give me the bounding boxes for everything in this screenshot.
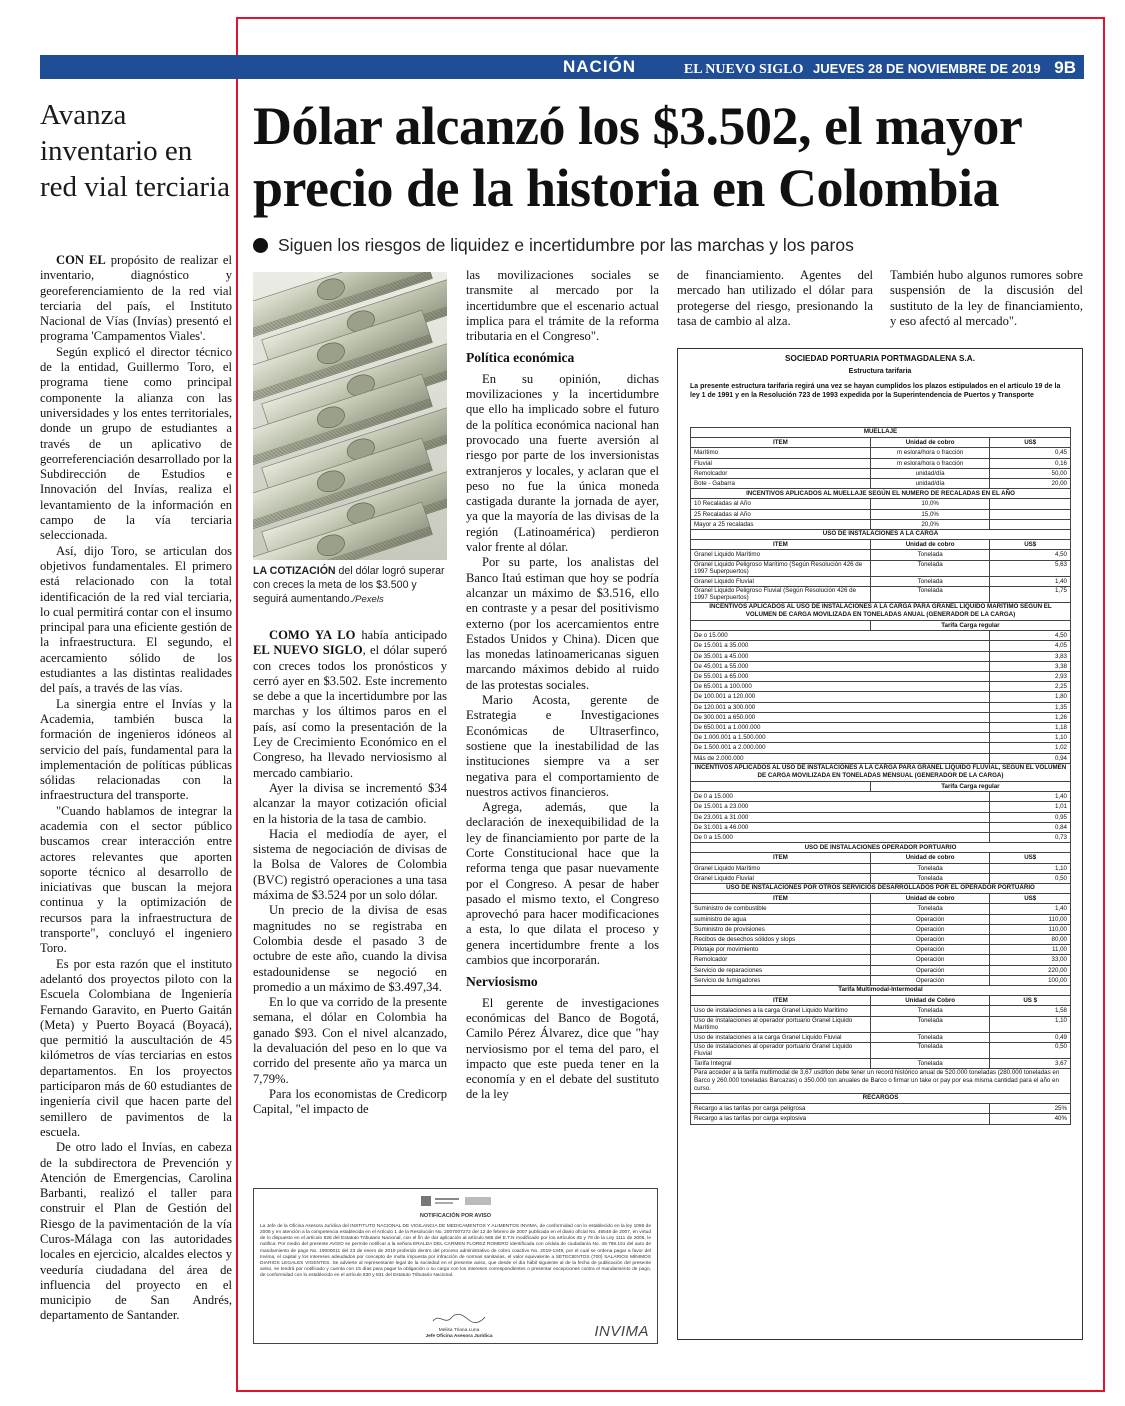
tariff-note: Para acceder a la tarifa multimodal de 3,67 usd/ton debe tener un record histórico anual de 520.000 toneladas (280.000 toneladas en Barco y 260.000 toneladas Barcazas) o 350.000 ton anuales de Barco o firmar un take or pay por esa misma cantidad para el año en curso. (691, 1069, 1071, 1094)
tariff-section-row (691, 986, 1071, 996)
item-label: Suministro de combustible (691, 904, 871, 914)
paragraph-lead: CON EL (56, 253, 106, 267)
tariff-row (691, 873, 1071, 883)
caption-text: del dólar logró superar con creces la meta de los $3.500 y seguirá aumentando. (253, 565, 445, 605)
rate-value: 4,05 (990, 641, 1071, 651)
notice-header (254, 1195, 657, 1219)
tariff-section-row (691, 489, 1071, 499)
main-paragraph (253, 781, 447, 827)
paragraph-text: Para los economistas de Credicorp Capital, "el impacto de (253, 1086, 447, 1117)
tariff-row (691, 448, 1071, 458)
unit-label: Tonelada (870, 1016, 990, 1032)
price-value: 50,00 (990, 468, 1071, 478)
range-label: De 120.001 a 300.000 (691, 702, 990, 712)
section-label: USO DE INSTALACIONES POR OTROS SERVICIOS DESARROLLADOS POR EL OPERADOR PORTUARIO (691, 884, 1071, 894)
item-label: Servicio de fumigadores (691, 975, 871, 985)
main-paragraph (253, 1087, 447, 1118)
tariff-row (691, 955, 1071, 965)
section-label: INCENTIVOS APLICADOS AL USO DE INSTALACIONES A LA CARGA PARA GRANEL LÍQUIDO FLUVIAL, SEGÚN EL VOLUMEN DE CARGA MOVILIZADA EN TONELADAS MENSUAL (GENERADOR DE LA CARGA) (691, 763, 1071, 781)
range-label: Recargo a las tarifas por carga explosiva (691, 1114, 990, 1124)
tariff-row (691, 753, 1071, 763)
price-value: 4,50 (990, 550, 1071, 560)
subhead-text: Siguen los riesgos de liquidez e incertidumbre por las marchas y los paros (278, 235, 854, 255)
newspaper-name: EL NUEVO SIGLO (253, 643, 363, 658)
price-value: 0,50 (990, 873, 1071, 883)
tariff-row (691, 458, 1071, 468)
tariff-row (691, 672, 1071, 682)
tariff-row (691, 692, 1071, 702)
price-value: 1,40 (990, 576, 1071, 586)
tariff-row (691, 975, 1071, 985)
photo-credit: /Pexels (352, 594, 384, 605)
tariff-advertisement (677, 348, 1083, 1340)
section-label: Tarifa Multimodal-Intermodal (691, 986, 1071, 996)
main-paragraph: En su opinión, dichas movilizaciones y la incertidumbre que ello ha implicado sobre el futuro de la política económica nacional han provocado una fuerte aversión al riesgo por parte de los inversionistas extranjeros y locales, y aclaran que el peso no fue la única moneda castigada durante la jornada de ayer, ya que la mayoría de las divisas de la región (Latinoamérica) perdieron valor frente al dólar. (466, 371, 659, 555)
item-label: Remolcador (691, 468, 871, 478)
section-label: INCENTIVOS APLICADOS AL USO DE INSTALACIONES A LA CARGA PARA GRANEL LÍQUIDO MARÍTIMO SEGÚN EL VOLUMEN DE CARGA MOVILIZADA EN TONELADAS ANUAL (GENERADOR DE LA CARGA) (691, 602, 1071, 620)
paragraph-text: Hacia el mediodía de ayer, el sistema de negociación de divisas de la Bolsa de Valores de Colombia (BVC) registró operaciones a una tasa máxima de $3.524 por un solo dólar. (253, 826, 447, 903)
price-value: US $ (990, 996, 1071, 1006)
item-label: ITEM (691, 438, 871, 448)
paragraph-text: Un precio de la divisa de esas magnitudes no se registraba en Colombia desde el pasado 3 de octubre de este año, cuando la divisa estadounidense se negoció en promedio a un máximo de $3.497,34. (253, 903, 447, 994)
item-label: Servicio de reparaciones (691, 965, 871, 975)
rate-value: 1,10 (990, 733, 1071, 743)
price-value: 0,49 (990, 1032, 1071, 1042)
rate-value: 4,50 (990, 631, 1071, 641)
price-value: 0,45 (990, 448, 1071, 458)
sidebar-story-title: Avanza inventario en red vial terciaria (40, 99, 230, 203)
price-value (990, 509, 1071, 519)
tariff-subtitle: Estructura tarifaria (848, 368, 912, 375)
range-label: De 300.001 a 650.000 (691, 712, 990, 722)
price-value: 110,00 (990, 924, 1071, 934)
tariff-row (691, 904, 1071, 914)
price-value (990, 499, 1071, 509)
price-value: 1,40 (990, 904, 1071, 914)
tariff-row (691, 499, 1071, 509)
item-label: ITEM (691, 894, 871, 904)
rate-value: 2,93 (990, 672, 1071, 682)
rate-value: 0,73 (990, 833, 1071, 843)
tariff-section-row (691, 1094, 1071, 1104)
unit-label: Tonelada (870, 576, 990, 586)
item-label: Granel Liquido Marítimo (691, 550, 871, 560)
tariff-row (691, 519, 1071, 529)
sidebar-paragraph (40, 804, 232, 957)
rate-value: 1,80 (990, 692, 1071, 702)
tariff-title: SOCIEDAD PORTUARIA PORTMAGDALENA S.A. (785, 354, 975, 363)
tariff-row (691, 438, 1071, 448)
header-right (684, 58, 1076, 78)
range-label: De 35.001 a 45.000 (691, 651, 990, 661)
item-label: Granel Liquido Marítimo (691, 863, 871, 873)
tariff-section-row (691, 530, 1071, 540)
unit-label: Unidad de cobro (870, 853, 990, 863)
tariff-row (691, 965, 1071, 975)
paragraph-text: La sinergia entre el Invías y la Academia, también busca la formación de ingenieros idóneos al servicio del país, fundamental para la implementación de políticas públicas sólidas relacionadas con la infraestructura del transporte. (40, 696, 232, 803)
price-value: 100,00 (990, 975, 1071, 985)
paragraph-text: De otro lado el Invías, en cabeza de la subdirectora de Prevención y Atención de Emergencias, Carolina Barbanti, realizó el taller para construir el Plan de Gestión del Riesgo de la pavimentación de la vía Curos-Málaga con las autoridades locales en ejercicio, alcaldes electos y veeduría ciudadana del área de influencia del proyecto en el municipio de San Andrés, departamento de Santander. (40, 1140, 232, 1323)
section-name: NACIÓN (563, 57, 637, 76)
item-label: suministro de agua (691, 914, 871, 924)
price-value: 1,10 (990, 863, 1071, 873)
item-label: 25 Recaladas al Año (691, 509, 871, 519)
col2-intro: las movilizaciones sociales se transmite al mercado por la incertidumbre que el escenario actual implica para el trámite de la reforma tributaria en el Congreso". (466, 268, 659, 344)
range-label: De 31.001 a 46.000 (691, 822, 990, 832)
tariff-row (691, 894, 1071, 904)
publication-name: EL NUEVO SIGLO (683, 62, 804, 77)
subheading-nerviosismo: Nerviosismo (466, 974, 538, 990)
tariff-row (691, 812, 1071, 822)
tariff-row (691, 1006, 1071, 1016)
item-label: Granel Liquido Fluvial (691, 873, 871, 883)
government-logo-icon (421, 1195, 491, 1207)
tariff-row (691, 822, 1071, 832)
tariff-subheader-row (691, 620, 1071, 630)
item-label: Remolcador (691, 955, 871, 965)
notice-signature-block (404, 1313, 514, 1340)
main-paragraph: Agrega, además, que la declaración de inexequibilidad de la ley de financiamiento por parte de la Corte Constitucional hace que la reforma tenga que pasar nuevamente por el Congreso. A pesar de haber pasado el mismo texto, el Congreso aprovechó para hacer modificaciones a esta, lo que dilata el proceso y genera incertidumbre frente a los cambios que incorporarán. (466, 800, 659, 968)
unit-label: Tonelada (870, 1058, 990, 1068)
rate-value: 0,95 (990, 812, 1071, 822)
tariff-row (691, 509, 1071, 519)
rate-value: 25% (990, 1104, 1071, 1114)
item-label: Granel Liquido Peligroso Fluvial (Según Resolución 426 de 1997 Superpuertos) (691, 586, 871, 602)
range-label: De 0 a 15.000 (691, 792, 990, 802)
unit-label: Tonelada (870, 560, 990, 576)
tariff-row (691, 468, 1071, 478)
tariff-row (691, 479, 1071, 489)
tariff-row (691, 914, 1071, 924)
unit-label: 10,0% (870, 499, 990, 509)
signer-role: Jefe Oficina Asesora Jurídica (425, 1334, 493, 1340)
tariff-row (691, 1069, 1071, 1094)
main-paragraph (253, 903, 447, 995)
unit-label: Operación (870, 924, 990, 934)
unit-label: Operación (870, 965, 990, 975)
rate-value: 40% (990, 1114, 1071, 1124)
range-label: Recargo a las tarifas por carga peligrosa (691, 1104, 990, 1114)
main-story-column-3 (677, 268, 873, 329)
range-label: De 15.001 a 35.000 (691, 641, 990, 651)
tariff-row (691, 833, 1071, 843)
tariff-row (691, 1058, 1071, 1068)
tariff-table (690, 427, 1071, 1125)
section-label: MUELLAJE (691, 428, 1071, 438)
tariff-intro: La presente estructura tarifaria regirá una vez se hayan cumplidos los plazos estipulados en el artículo 19 de la ley 1 de 1991 y en la Resolución 723 de 1993 expedida por la Superintendencia de Puertos y Transporte (690, 383, 1061, 399)
sidebar-paragraph (40, 544, 232, 697)
item-label: ITEM (691, 540, 871, 550)
unit-label: Tonelada (870, 586, 990, 602)
unit-label: Tonelada (870, 1042, 990, 1058)
tariff-row (691, 641, 1071, 651)
tariff-row (691, 1104, 1071, 1114)
item-label: Mayor a 25 recaladas (691, 519, 871, 529)
unit-label: Tonelada (870, 1032, 990, 1042)
item-label: Uso de instalaciones a la carga Granel Liquido Marítimo (691, 1006, 871, 1016)
unit-label: 20,0% (870, 519, 990, 529)
tariff-row (691, 560, 1071, 576)
bullet-icon (253, 238, 268, 253)
tariff-section-row (691, 884, 1071, 894)
unit-label: Operación (870, 975, 990, 985)
price-value: 1,75 (990, 586, 1071, 602)
unit-label: Operación (870, 945, 990, 955)
sidebar-story-body (40, 253, 232, 1324)
notice-heading: NOTIFICACIÓN POR AVISO (419, 1213, 492, 1220)
tariff-row (691, 863, 1071, 873)
unit-label: 15,0% (870, 509, 990, 519)
range-label: De 650.001 a 1.000.000 (691, 723, 990, 733)
section-label: INCENTIVOS APLICADOS AL MUELLAJE SEGÚN EL NUMERO DE RECALADAS EN EL AÑO (691, 489, 1071, 499)
col2-block2 (466, 996, 659, 1103)
range-label: De 1.500.001 a 2.000.000 (691, 743, 990, 753)
item-label: Uso de instalaciones a la carga Granel Liquido Fluvial (691, 1032, 871, 1042)
price-value: 110,00 (990, 914, 1071, 924)
col2-block1 (466, 372, 659, 969)
tariff-section-row (691, 428, 1071, 438)
tariff-row (691, 586, 1071, 602)
col3-text: de financiamiento. Agentes del mercado han utilizado el dólar para protegerse del riesgo, presionando la tasa de cambio al alza. (677, 268, 873, 328)
price-value: US$ (990, 438, 1071, 448)
tariff-row (691, 661, 1071, 671)
price-value: 11,00 (990, 945, 1071, 955)
main-subhead (253, 235, 1083, 256)
section-label: RECARGOS (691, 1094, 1071, 1104)
unit-label: Tonelada (870, 873, 990, 883)
item-label: Uso de instalaciones al operador portuario Granel Liquido Marítimo (691, 1016, 871, 1032)
unit-label: Unidad de cobro (870, 438, 990, 448)
paragraph-text: había anticipado (355, 628, 447, 642)
tariff-row (691, 712, 1071, 722)
rate-value: 0,84 (990, 822, 1071, 832)
item-label: Fluvial (691, 458, 871, 468)
range-label: De 1.000.001 a 1.500.000 (691, 733, 990, 743)
tariff-row (691, 743, 1071, 753)
main-story-column-4 (890, 268, 1083, 329)
rate-value: 1,35 (990, 702, 1071, 712)
price-value: 3,67 (990, 1058, 1071, 1068)
range-label: De 55.001 a 65.000 (691, 672, 990, 682)
tariff-section-row (691, 602, 1071, 620)
tariff-row (691, 540, 1071, 550)
dollar-bills-photo (253, 272, 447, 560)
rate-value: 1,26 (990, 712, 1071, 722)
unit-label: Unidad de cobro (870, 540, 990, 550)
tariff-row (691, 1042, 1071, 1058)
unit-label: unidad/día (870, 468, 990, 478)
section-label: USO DE INSTALACIONES OPERADOR PORTUARIO (691, 843, 1071, 853)
paragraph-text: Así, dijo Toro, se articulan dos objetivos fundamentales. El primero está relacionado con la total identificación de la red vial terciaria, lo cual permitirá contar con el insumo principal para una eficiente gestión de la infraestructura. El segundo, el acercamiento sólido de los estudiantes a las distintas realidades del país, a través de las vías. (40, 543, 232, 696)
sidebar-paragraph (40, 1140, 232, 1324)
item-label: Marítimo (691, 448, 871, 458)
tariff-row (691, 945, 1071, 955)
page-header-bar (40, 55, 1084, 79)
legal-notice-box (253, 1188, 658, 1344)
tariff-row (691, 1114, 1071, 1124)
money-stacks-icon (253, 272, 447, 560)
price-value: 1,58 (990, 1006, 1071, 1016)
unit-label: Unidad de Cobro (870, 996, 990, 1006)
rate-value: 2,25 (990, 682, 1071, 692)
tariff-row (691, 651, 1071, 661)
photo-caption (253, 564, 447, 607)
tariff-row (691, 576, 1071, 586)
tariff-row (691, 631, 1071, 641)
tariff-row (691, 682, 1071, 692)
price-value: 220,00 (990, 965, 1071, 975)
subheader-label: Tarifa Carga regular (870, 782, 1070, 792)
rate-value: 1,02 (990, 743, 1071, 753)
section-label: USO DE INSTALACIONES A LA CARGA (691, 530, 1071, 540)
price-value: US$ (990, 894, 1071, 904)
paragraph-tail: , el dólar superó con creces todos los pronósticos y cerró ayer en $3.502. Este incremento se debe a que la incertidumbre por las marchas y los últimos paros en el país, así como la presentación de la Ley de Crecimiento Económico en el Congreso, ha llevado nerviosismo al mercado cambiario. (253, 643, 448, 780)
unit-label: Operación (870, 955, 990, 965)
range-label: Más de 2.000.000 (691, 753, 990, 763)
main-paragraph (253, 827, 447, 903)
price-value: 0,16 (990, 458, 1071, 468)
item-label: 10 Recaladas al Año (691, 499, 871, 509)
signature-icon (429, 1313, 489, 1325)
tariff-row (691, 550, 1071, 560)
page-number: 9B (1054, 58, 1076, 77)
price-value: 5,63 (990, 560, 1071, 576)
tariff-row (691, 723, 1071, 733)
tariff-row (691, 702, 1071, 712)
main-story-column-1 (253, 628, 447, 1118)
signer-name: Melisa Triana Luna (438, 1328, 480, 1334)
price-value: 0,50 (990, 1042, 1071, 1058)
item-label: Uso de instalaciones al operador portuario Granel Liquido Fluvial (691, 1042, 871, 1058)
issue-date: JUEVES 28 DE NOVIEMBRE DE 2019 (813, 61, 1041, 76)
item-label: Granel Liquido Fluvial (691, 576, 871, 586)
blank-cell (691, 782, 871, 792)
item-label: Pilotaje por movimiento (691, 945, 871, 955)
item-label: Granel Liquido Peligroso Marítimo (Según Resolución 426 de 1997 Superpuertos) (691, 560, 871, 576)
paragraph-text: Según explicó el director técnico de la entidad, Guillermo Toro, el programa tiene como principal componente la alianza con las universidades y los entes territoriales, donde un grupo de estudiantes a través de un aplicativo de georreferenciación desarrollado por la Subdirección de Estudios e Innovación del Invías, realiza el levantamiento de la información en campo de la vía terciaria seleccionada. (40, 344, 232, 543)
paragraph-text: "Cuando hablamos de integrar la academia con el sector público buscamos crear interacción entre actores relevantes que aporten soporte técnico al desarrollo de iniciativas que buscan la mejora continua y la optimización de recursos para la infraestructura de transporte", concluyó el ingeniero Toro. (40, 803, 232, 956)
paragraph-text: Ayer la divisa se incrementó $34 alcanzar la mayor cotización oficial en la historia de la tasa de cambio. (253, 780, 447, 826)
sidebar-paragraph (40, 697, 232, 804)
tariff-row (691, 853, 1071, 863)
unit-label: m eslora/hora o fracción (870, 458, 990, 468)
invima-logo: INVIMA (594, 1322, 649, 1340)
range-label: De 0 a 15.000 (691, 833, 990, 843)
range-label: De 23.001 a 31.000 (691, 812, 990, 822)
tariff-row (691, 1016, 1071, 1032)
tariff-section-row (691, 763, 1071, 781)
sidebar-paragraph (40, 253, 232, 345)
unit-label: m eslora/hora o fracción (870, 448, 990, 458)
notice-body: La Jefe de la Oficina Asesora Jurídica del INSTITUTO NACIONAL DE VIGILANCIA DE MEDICAMENTOS Y ALIMENTOS INVIMA, de conformidad con lo establecido en la ley 1066 de 2006 y en atención a la competencia establecida en el Artículo 1 de la Resolución No. 2007007272 del 12 de febrero de 2007 publicada en el diario oficial No. 46548 de 2007, en virtud de lo dispuesto en el artículo 826 del Estatuto Tributario Nacional, con el fin de dar aplicación al artículo 565 del E.T.N modificado por los artículos 45 y 78 de la Ley 1111 de 2006, le notifica: Por medio del presente AVISO se permite notificar a la señora ERALDA DEL CARMEN FLOREZ ROMERO identificada con cédula de ciudadanía No. 49.769.151 del auto de mandamiento de pago No. 19000011 del 23 de enero de 2019 proferido dentro del proceso administrativo de cobro coactivo No. 2019-1349, por el cual se ordena pagar a favor del Invima, el capital y los intereses adeudados por concepto de multa impuesta por infracción de normas sanitarias, el valor equivalente a SETECIENTOS (700) SALARIOS MÍNIMOS DIARIOS LEGALES VIGENTES. Se advierte al representante legal de la sociedad en el presente aviso, que desde el día hábil siguiente al de la fecha de publicación del presente aviso, se tendrá por notificado y cuenta con 15 días para pagar la obligación o su cargo con los intereses correspondientes o presentar excepciones contra el mandamiento de pago, de conformidad con lo establecido en el artículo 830 y 831 del Estatuto Tributario Nacional. (260, 1224, 651, 1278)
range-label: De 45.001 a 55.000 (691, 661, 990, 671)
main-story-column-2 (466, 268, 659, 1103)
rate-value: 1,40 (990, 792, 1071, 802)
unit-label: Operación (870, 935, 990, 945)
rate-value: 0,94 (990, 753, 1071, 763)
item-label: ITEM (691, 996, 871, 1006)
main-paragraph: Por su parte, los analistas del Banco Itaú estiman que hoy se podría alcanzar un máximo de $3.516, ello en contraste y a pesar del positivismo externo (por los acercamientos entre Estados Unidos y China). Dicen que las monedas latinoamericanas siguen marcando máximos debido al ruido de las protestas sociales. (466, 555, 659, 692)
paragraph-text: Es por esta razón que el instituto adelantó dos proyectos piloto con la Escuela Colombiana de Ingeniería Fernando Garavito, en Puerto Gaitán (Meta) y Puerto Boyacá (Boyacá), que permitió la auscultación de 45 kilómetros de vías terciarias en estos departamentos. En los proyectos participaron más de 60 estudiantes de ingeniería civil que hacen parte del semillero de pavimentos de la escuela. (40, 956, 232, 1139)
rate-value: 1,01 (990, 802, 1071, 812)
price-value: 80,00 (990, 935, 1071, 945)
price-value: 1,10 (990, 1016, 1071, 1032)
unit-label: Tonelada (870, 1006, 990, 1016)
main-paragraph: El gerente de investigaciones económicas del Banco de Bogotá, Camilo Pérez Álvarez, dice que "hay nerviosismo por el tema del paro, el impacto que este pueda tener en la economía y en el debate del sustituto de la ley (466, 995, 659, 1102)
item-label: Suministro de provisiones (691, 924, 871, 934)
item-label: ITEM (691, 853, 871, 863)
col4-text: También hubo algunos rumores sobre suspensión de la discusión del sustituto de la ley de financiamiento, y eso afectó al mercado". (890, 268, 1083, 328)
unit-label: Tonelada (870, 550, 990, 560)
tariff-subheader-row (691, 782, 1071, 792)
paragraph-lead: COMO YA LO (269, 628, 356, 642)
item-label: Bote - Gabarra (691, 479, 871, 489)
unit-label: Tonelada (870, 863, 990, 873)
paragraph-text: En lo que va corrido de la presente semana, el dólar en Colombia ha ganado $93. Con el nivel alcanzado, la devaluación del peso en lo que va corrido del presente año ya marca un 7,79%. (253, 995, 447, 1086)
unit-label: Operación (870, 914, 990, 924)
sidebar-paragraph (40, 957, 232, 1141)
rate-value: 3,38 (990, 661, 1071, 671)
main-paragraph: Mario Acosta, gerente de Estrategia e Investigaciones Económicas de Ultraserfinco, sostiene que la inestabilidad de las instituciones siempre va a ser negativa para el comportamiento de nuestros activos financieros. (466, 693, 659, 799)
tariff-row (691, 935, 1071, 945)
range-label: De 100.001 a 120.000 (691, 692, 990, 702)
item-label: Tarifa Integral (691, 1058, 871, 1068)
price-value (990, 519, 1071, 529)
paragraph-text: propósito de realizar el inventario, diagnóstico y georeferenciamiento de la red vial terciaria del país, el Instituto Nacional de Vías (Invías) presentó el programa 'Campamentos Viales'. (40, 253, 233, 344)
blank-cell (691, 620, 871, 630)
rate-value: 3,83 (990, 651, 1071, 661)
price-value: US$ (990, 540, 1071, 550)
tariff-row (691, 733, 1071, 743)
tariff-row (691, 996, 1071, 1006)
subheader-label: Tarifa Carga regular (870, 620, 1070, 630)
item-label: Recibos de desechos sólidos y slops (691, 935, 871, 945)
unit-label: unidad/día (870, 479, 990, 489)
unit-label: Tonelada (870, 904, 990, 914)
main-paragraph (253, 628, 447, 781)
main-headline: Dólar alcanzó los $3.502, el mayor precio de la historia en Colombia (253, 96, 1022, 218)
tariff-row (691, 802, 1071, 812)
price-value: US$ (990, 853, 1071, 863)
range-label: De 15.001 a 23.000 (691, 802, 990, 812)
range-label: De 65.001 a 100.000 (691, 682, 990, 692)
tariff-row (691, 1032, 1071, 1042)
tariff-section-row (691, 843, 1071, 853)
unit-label: Unidad de cobro (870, 894, 990, 904)
sidebar-paragraph (40, 345, 232, 544)
main-paragraph (253, 995, 447, 1087)
tariff-row (691, 792, 1071, 802)
tariff-row (691, 924, 1071, 934)
caption-lead: LA COTIZACIÓN (253, 565, 336, 577)
price-value: 20,00 (990, 479, 1071, 489)
range-label: De o 15.000 (691, 631, 990, 641)
subheading-politica-economica: Política económica (466, 350, 575, 366)
rate-value: 1,18 (990, 723, 1071, 733)
price-value: 33,00 (990, 955, 1071, 965)
